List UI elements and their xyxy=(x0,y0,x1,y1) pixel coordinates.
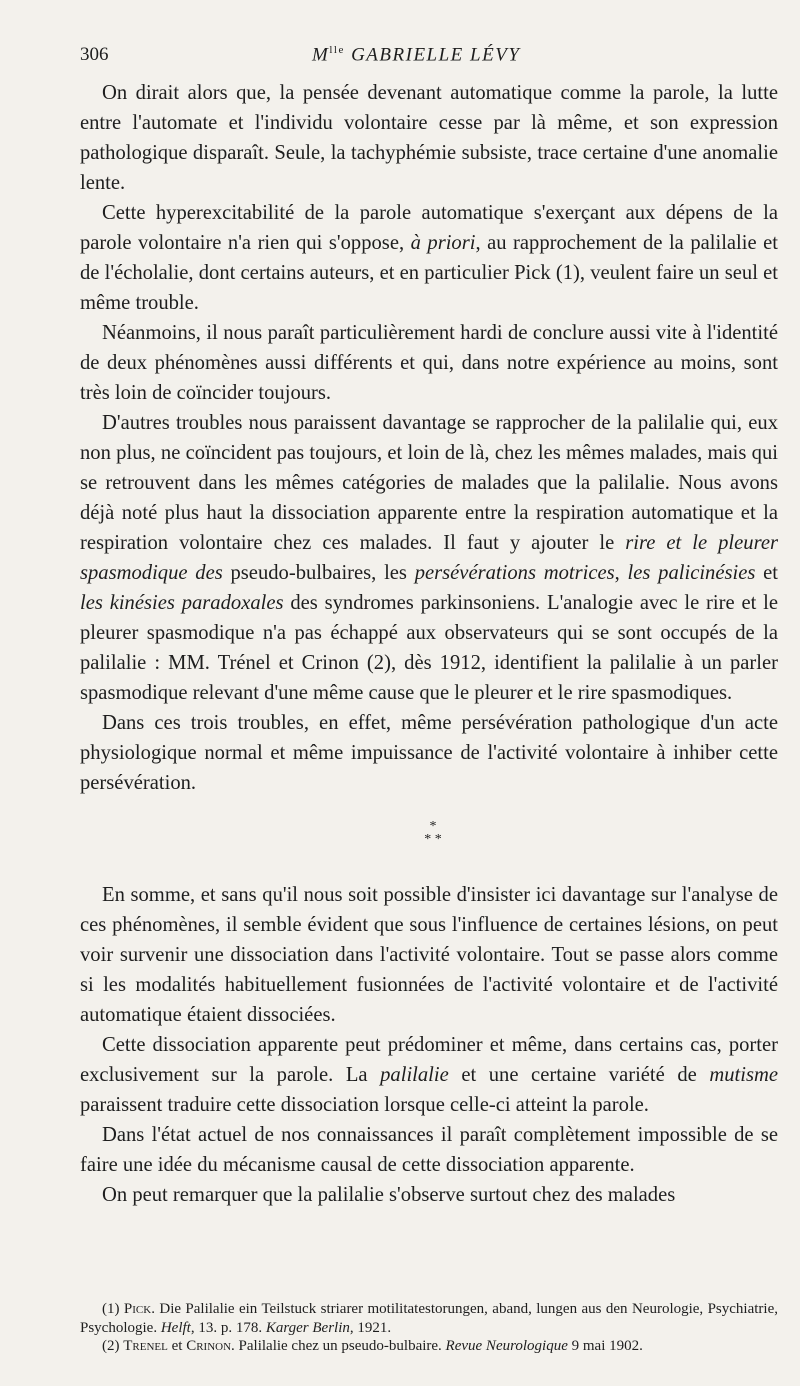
emphasis: Helft xyxy=(160,1319,191,1336)
text-run: Cette hyperexcitabilité de la parole automatique s'exerçant aux dépens de la parole volontaire n'a rien qui s'oppose, xyxy=(80,202,778,254)
running-header xyxy=(80,44,780,70)
text-run: 9 mai 1902. xyxy=(567,1338,643,1354)
paragraph-8: Dans l'état actuel de nos connaissances il paraît complètement impossible de se faire une idée du mécanisme causal de cette dissociation apparente. xyxy=(80,1124,778,1176)
asterism-top: * xyxy=(429,819,437,834)
paragraph-7 xyxy=(80,1030,778,1120)
paragraph-3: Néanmoins, il nous paraît particulièrement hardi de conclure aussi vite à l'identité de deux phénomènes aussi différents et qui, dans notre expérience au moins, sont très loin de coïncider toujours. xyxy=(80,322,778,404)
footnotes xyxy=(80,1300,778,1356)
main-text xyxy=(80,78,778,1210)
text-run: et xyxy=(755,562,778,584)
author-name: GABRIELLE LÉVY xyxy=(344,44,521,66)
text-run: Cette dissociation apparente peut prédominer et même, dans certains cas, porter exclusivement sur la parole. La xyxy=(80,1034,778,1086)
footnote-author: Trenel xyxy=(123,1338,168,1354)
asterism-bottom: * * xyxy=(424,832,442,847)
text-run: des syndromes parkinsoniens. L'analogie avec le rire et le pleurer spasmodique n'a pas échappé aux observateurs qui se sont occupés de la palilalie : MM. Trénel et Crinon (2), dès 1912, identifient la palilalie à un parler spasmodique relevant d'une même cause que le pleurer et le rire spasmodiques. xyxy=(80,592,778,704)
paragraph-4 xyxy=(80,408,778,708)
text-run: et une certaine variété de xyxy=(448,1064,710,1086)
text-run: D'autres troubles nous paraissent davantage se rapprocher de la palilalie qui, eux non plus, ne coïncident pas toujours, et loin de là, chez les mêmes malades, mais qui se retrouvent dans les mêmes catégories de malades que la palilalie. Nous avons déjà noté plus haut la dissociation apparente entre la respiration automatique et la respiration volontaire chez ces malades. Il faut y ajouter le xyxy=(80,412,778,554)
text-run: , xyxy=(614,562,628,584)
paragraph-2 xyxy=(80,198,778,318)
text-run: paraissent traduire cette dissociation lorsque celle-ci atteint la parole. xyxy=(80,1094,649,1116)
paragraph-9: On peut remarquer que la palilalie s'observe surtout chez des malades xyxy=(102,1184,676,1206)
emphasis: Karger Berlin xyxy=(265,1319,350,1336)
footnote-number: (2) xyxy=(102,1338,124,1354)
text-run: et xyxy=(167,1338,187,1354)
running-title xyxy=(312,44,520,66)
emphasis: rire et le pleurer spasmodique des xyxy=(80,532,778,584)
page-number: 306 xyxy=(80,44,109,65)
paragraph-5: Dans ces trois troubles, en effet, même persévération pathologique d'un acte physiologique normal et même impuissance de l'activité volontaire à inhiber cette persévération. xyxy=(80,712,778,794)
emphasis: mutisme xyxy=(709,1064,778,1086)
paragraph-6: En somme, et sans qu'il nous soit possible d'insister ici davantage sur l'analyse de ces phénomènes, il semble évident que sous l'influence de certaines lésions, on peut voir survenir une dissociation dans l'activité volontaire. Tout se passe alors comme si les modalités habituellement fusionnées de l'activité volontaire et de l'activité automatique étaient dissociées. xyxy=(80,884,778,1026)
emphasis: les kinésies paradoxales xyxy=(80,592,284,614)
footnote-author: Crinon xyxy=(186,1338,232,1354)
text-run: . Palilalie chez un pseudo-bulbaire. xyxy=(231,1338,446,1354)
paragraph-1: On dirait alors que, la pensée devenant automatique comme la parole, la lutte entre l'automate et l'individu volontaire cesse par là même, et son expression pathologique disparaît. Seule, la tachyphémie subsiste, trace certaine d'une anomalie lente. xyxy=(80,82,778,194)
text-run: pseudo-bulbaires, les xyxy=(222,562,415,584)
emphasis: les palicinésies xyxy=(627,562,756,584)
text-run: , au rapprochement de la palilalie et de l'écholalie, dont certains auteurs, et en particulier Pick (1), veulent faire un seul et même trouble. xyxy=(80,232,778,314)
footnote-1 xyxy=(80,1300,778,1337)
footnote-author: Pick xyxy=(123,1301,152,1317)
author-title-sup: lle xyxy=(329,44,345,56)
emphasis: à priori xyxy=(410,232,476,254)
author-prefix: M xyxy=(312,44,330,66)
footnote-number: (1) xyxy=(102,1301,124,1317)
text-run: , 13. p. 178. xyxy=(190,1319,266,1336)
text-run: . Die Palilalie ein Teilstuck striarer motilitatestorungen, aband, lungen aus den Neurologie, Psychiatrie, Psychologie. xyxy=(80,1301,778,1336)
text-run: , 1921. xyxy=(349,1319,392,1336)
section-asterism xyxy=(80,820,778,846)
emphasis: persévérations motrices xyxy=(414,562,615,584)
emphasis: Revue Neurologique xyxy=(445,1338,568,1354)
emphasis: palilalie xyxy=(380,1064,449,1086)
footnote-2 xyxy=(80,1337,778,1356)
